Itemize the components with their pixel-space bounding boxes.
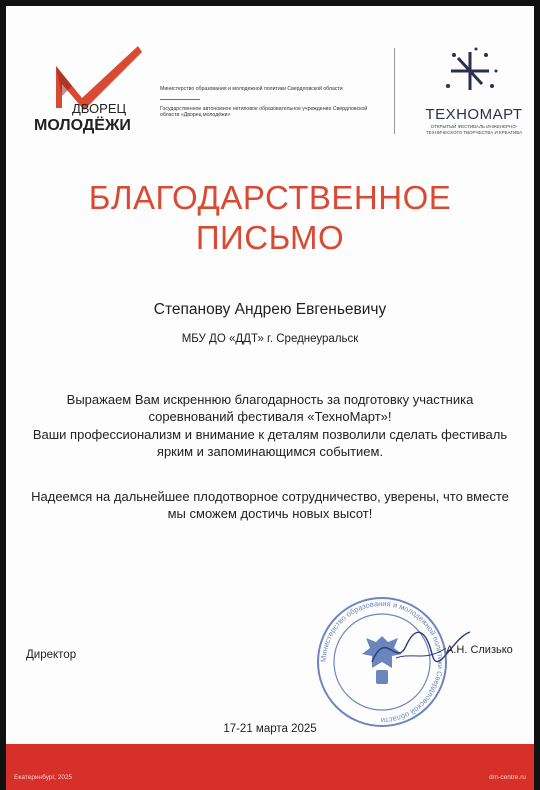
event-dates: 17-21 марта 2025 — [223, 723, 317, 735]
institution-text: Государственное автономное нетиповое образовательное учреждение Свердловской области «Дворец молодёжи» — [160, 105, 368, 118]
paragraph-cooperation: Надеемся на дальнейшее плодотворное сотрудничество, уверены, что вместе мы сможем достичь новых высот! — [31, 489, 509, 521]
footer-city-year: Екатеринбург, 2025 — [14, 774, 73, 781]
ministry-block — [160, 86, 380, 119]
footer-bar — [6, 744, 534, 790]
technomart-cross-icon — [451, 52, 489, 90]
ministry-text: Министерство образования и молодежной политики Свердловской области — [160, 86, 343, 92]
recipient-organization: МБУ ДО «ДДТ» г. Среднеуральск — [181, 333, 359, 345]
signer-position: Директор — [26, 649, 77, 661]
title-line-2: ПИСЬМО — [195, 219, 345, 256]
technomart-dots — [446, 48, 498, 89]
footer-website: dm-centre.ru — [489, 774, 526, 781]
letter-title — [6, 178, 534, 258]
logo-line2: МОЛОДЁЖИ — [34, 117, 131, 134]
logo-line1: ДВОРЕЦ — [72, 101, 127, 116]
header-divider — [394, 48, 395, 134]
ministry-divider — [160, 99, 200, 100]
technomart-wordmark: ТЕХНОМАРТ — [425, 106, 523, 123]
paragraph-professionalism: Ваши профессионализм и внимание к деталям позволили сделать фестиваль ярким и запоминающимся событием. — [32, 427, 508, 459]
title-line-1: БЛАГОДАРСТВЕННОЕ — [88, 179, 452, 216]
stamp-ring-text: Министерство образования и молодежной политики Свердловской области — [318, 598, 446, 726]
signer-name: А.Н. Слизько — [446, 644, 513, 656]
certificate-page — [6, 6, 534, 790]
technomart-subtitle: ОТКРЫТЫЙ ФЕСТИВАЛЬ ИНЖЕНЕРНО-ТЕХНИЧЕСКОГО ТВОРЧЕСТВА И КРЕАТИВА — [425, 124, 523, 135]
recipient-name: Степанову Андрею Евгеньевичу — [153, 301, 387, 318]
palace-of-youth-logo — [34, 46, 159, 136]
paragraph-thanks: Выражаем Вам искреннюю благодарность за подготовку участника соревнований фестиваля «ТехноМарт»! — [66, 392, 474, 424]
